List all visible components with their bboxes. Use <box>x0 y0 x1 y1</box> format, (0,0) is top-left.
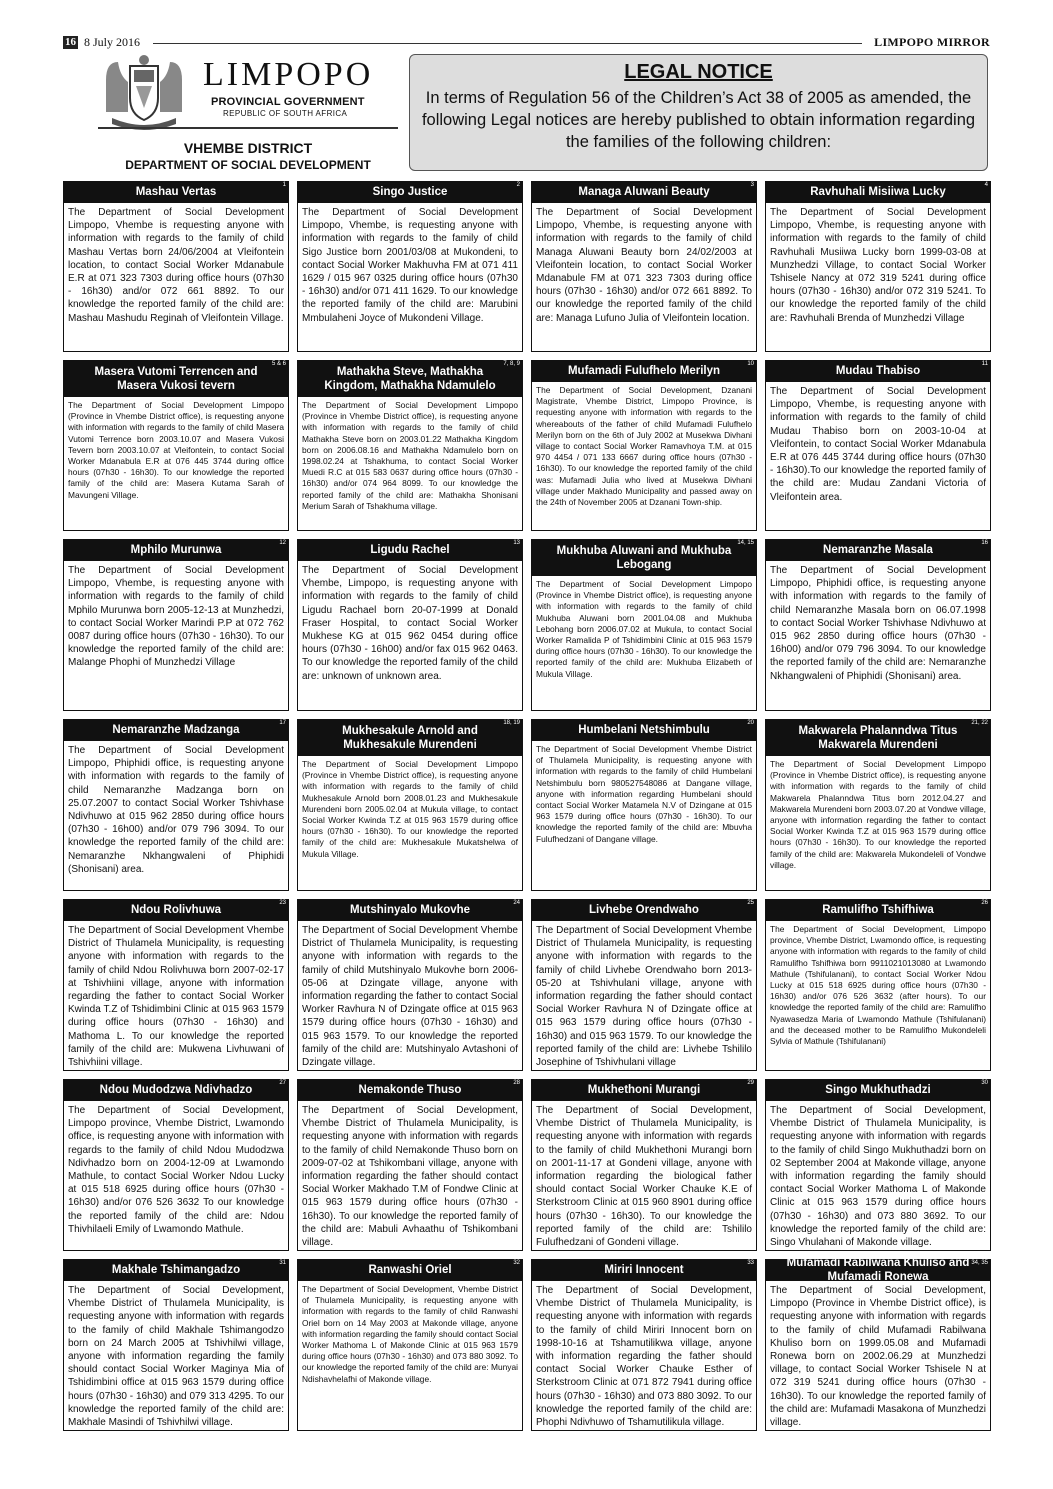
notice-body-text: The Department of Social Development Vhembe District of Thulamela Municipality, is requesting anyone with information with regards to the family of child Livhebe Orendwaho born 2013-05-20 at Tshivhulani village, anyone with information regarding the father should contact Social Worker Ravhura N of Dzingate office at 015 963 1579 during office hours (07h30 - 16h30) and 015 963 1579. To our knowledge the reported family of the child are: Livhebe Tshililo Josephine of Tshivhulani village <box>531 921 757 1071</box>
notice-number: 30 <box>981 1080 988 1086</box>
child-name-text: Mathakha Steve, Mathakha Kingdom, Mathakha Ndamulelo <box>324 365 496 392</box>
notice-entry <box>63 360 289 531</box>
notice-entry <box>765 719 991 891</box>
notice-number: 2 <box>516 182 520 188</box>
notice-body-text: The Department of Social Development Limpopo (Province in Vhembe District office), is requesting anyone with information with regards to the family of child Mukhuba Aluwani born 2001.04.08 and Mukhuba Lebohang born 2006.07.02 at Mukula, to contact Social Worker Ramalida P of Tshidimbini Clinic at 015 963 1579 during office hours (07h30 - 16h30). To our knowledge the reported family of the child are: Mukhuba Elizabeth of Mukula Village. <box>531 576 757 711</box>
notice-body-text: The Department of Social Development Limpopo (Province in Vhembe District office), is requesting anyone with information with regards to the family of child Masera Vutomi Terrence born 2003.10.07 and Masera Vukosi Tevern born 2003.10.07 at Vleifontein, to contact Social Worker Mdanabula E.R at 076 445 3744 during office hours (07h30 - 16h30). To our knowledge the reported family of the child are: Masera Kutama Sarah of Mavungeni Village. <box>63 397 289 531</box>
notice-child-name <box>531 360 757 382</box>
child-name-text: Singo Mukhuthadzi <box>825 1084 931 1096</box>
child-name-text: Mashau Vertas <box>135 186 217 198</box>
notice-child-name <box>765 1259 991 1281</box>
child-name-text: Ranwashi Oriel <box>368 1264 452 1276</box>
notice-body-text: The Department of Social Development Limpopo (Province in Vhembe District office), is requesting anyone with information with regards to the family of child Mathakha Steve born on 2003.01.22 Mathakha Kingdom born on 2006.08.16 and Mathakha Ndamulelo born on 1998.02.24 at Tshakhuma, to contact Social Worker Muedi R.C at 015 583 0637 during office hours (07h30 - 16h30) and/or 074 964 8099. To our knowledge the reported family of the child are: Mathakha Shonisani Merium Sarah of Tshakhuma village. <box>297 397 523 531</box>
notice-child-name <box>765 539 991 561</box>
child-name-text: Mufamadi Fulufhelo Merilyn <box>567 365 721 377</box>
notice-entry <box>297 1259 523 1431</box>
notice-number: 28 <box>513 1080 520 1086</box>
notice-child-name <box>531 1079 757 1101</box>
child-name-text: Ramulifho Tshifhiwa <box>822 904 934 916</box>
child-name-text: Makwarela Phalanndwa Titus Makwarela Murendeni <box>798 724 958 751</box>
notice-number: 33 <box>747 1260 754 1266</box>
notice-entry <box>63 181 289 352</box>
notice-number: 18, 19 <box>503 720 520 726</box>
notice-body-text: The Department of Social Development, Vhembe District of Thulamela Municipality, is requesting anyone with information with regards to the family of child Makhale Tshimangodzo born on 24 March 2005 at Tshivhilwi village, anyone with information regarding the family should contact Social Worker Maginya Mia of Tshidimbini office at 015 963 1579 during office hours (07h30 - 16h30) and 079 313 4295. To our knowledge the reported family of the child are: Makhale Masindi of Tshivhilwi village. <box>63 1281 289 1431</box>
notice-body-text: The Department of Social Development Limpopo, Vhembe, is requesting anyone with information with regards to the family of child Sigo Justice born 2001/03/08 at Mukondeni, to contact Social Worker Makhuvha FM at 071 411 1629 / 015 967 0325 during office hours (07h30 - 16h30) and/or 071 411 1629. To our knowledge the reported family of the child are: Marubini Mmbulaheni Joyce of Mukondeni Village. <box>297 203 523 352</box>
notice-entry <box>531 181 757 352</box>
notice-child-name <box>297 181 523 203</box>
notice-body-text: The Department of Social Development Limpopo, Vhembe, is requesting anyone with information with regards to the family of child Mudau Thabiso born on 2003-10-04 at Vleifontein, to contact Social Worker Mdanabula E.R at 076 445 3744 during office hours (07h30 - 16h30).To our knowledge the reported family of the child are: Mudau Zandani Victoria of Vleifontein area. <box>765 382 991 531</box>
notice-entry <box>297 719 523 891</box>
notice-child-name <box>297 719 523 756</box>
issue-date: 8 July 2016 <box>84 35 141 49</box>
coat-of-arms-icon <box>98 52 190 130</box>
notice-number: 17 <box>279 720 286 726</box>
child-name-text: Makhale Tshimangadzo <box>111 1264 241 1276</box>
notice-number: 10 <box>747 361 754 367</box>
notice-body-text: The Department of Social Development Vhembe District of Thulamela Municipality, is requesting anyone with information with regards to the family of child Humbelani Netshimbulu born 980527548086 at Dangane village, anyone with information regarding Humbelani should contact Social Worker Matamela N.V of Dzingane at 015 963 1579 during office hours (07h30 - 16h30). To our knowledge the reported family of the child are: Mbuvha Fulufhedzani of Dangane village. <box>531 741 757 891</box>
child-name-text: Livhebe Orendwaho <box>589 904 699 916</box>
notice-body-text: The Department of Social Development Vhembe, Limpopo, is requesting anyone with information with regards to the family of child Ligudu Rachael born 20-07-1999 at Donald Fraser Hospital, to contact Social Worker Mukhese KG at 015 962 0454 during office hours (07h30 - 16h00) and/or fax 015 962 0463. To our knowledge the reported family of the child are: unknown of unknown area. <box>297 561 523 711</box>
notice-child-name <box>765 899 991 921</box>
child-name-text: Ndou Rolivhuwa <box>130 904 222 916</box>
notice-body-text: The Department of Social Development Vhembe District of Thulamela Municipality, is requesting anyone with information with regards to the family of child Ndou Rolivhuwa born 2007-02-17 at Tshivhiini village, anyone with information regarding the father to contact Social Worker Kwinda T.Z of Tshidimbini Clinic at 015 963 1579 during office hours (07h30 - 16h30) and Mathoma L. To our knowledge the reported family of the child are: Mukwena Livhuwani of Tshivhiini village. <box>63 921 289 1071</box>
notice-body-text: The Department of Social Development Limpopo, Vhembe, is requesting anyone with information with regards to the family of child Mphilo Murunwa born 2005-12-13 at Munzhedzi, to contact Social Worker Marindi P.P at 072 762 0087 during office hours (07h30 - 16h30). To our knowledge the reported family of the child are: Malange Phophi of Munzhedzi Village <box>63 561 289 711</box>
child-name-text: Managa Aluwani Beauty <box>578 186 710 198</box>
notice-body-text: The Department of Social Development Limpopo, Phiphidi office, is requesting anyone with information with regards to the family of child Nemaranzhe Madzanga born on 25.07.2007 to contact Social Worker Tshivhase Ndivhuwo at 015 962 2850 during office hours (07h30 - 16h00) and/or 079 796 3094. To our knowledge the reported family of the child are: Nemaranzhe Nkhangwaleni of Phiphidi (Shonisani) area. <box>63 741 289 891</box>
notice-number: 34, 35 <box>971 1260 988 1266</box>
notice-body-text: The Department of Social Development Limpopo, Vhembe is requesting anyone with information with regards to the family of child Mashau Vertas born 24/06/2004 at Vleifontein location, to contact Social Worker Mdanabule E.R at 071 323 7303 during office hours (07h30 - 16h30) and/or 072 661 8892. To our knowledge the reported family of the child are: Mashau Mashudu Reginah of Vleifontein Village. <box>63 203 289 352</box>
notice-entry <box>63 899 289 1071</box>
notice-child-name <box>63 899 289 921</box>
notice-entry <box>765 1259 991 1431</box>
notice-entry <box>765 539 991 711</box>
notice-number: 11 <box>981 361 988 367</box>
notice-number: 21, 22 <box>971 720 988 726</box>
notice-child-name <box>63 719 289 741</box>
logo-divider <box>98 127 398 129</box>
notice-number: 13 <box>513 540 520 546</box>
notice-child-name <box>531 719 757 741</box>
notice-entry <box>297 181 523 352</box>
notice-number: 1 <box>282 182 286 188</box>
child-name-text: Mutshinyalo Mukovhe <box>349 904 471 916</box>
notice-number: 25 <box>747 900 754 906</box>
notice-entry <box>531 1079 757 1251</box>
notice-entry <box>297 360 523 531</box>
notice-entry <box>531 719 757 891</box>
newspaper-name: LIMPOPO MIRROR <box>874 35 990 49</box>
child-name-text: Mukhethoni Murangi <box>587 1084 701 1096</box>
notice-entry <box>531 360 757 531</box>
notice-child-name <box>63 1079 289 1101</box>
notice-child-name <box>63 539 289 561</box>
notice-number: 12 <box>279 540 286 546</box>
notice-number: 14, 15 <box>737 540 754 546</box>
child-name-text: Humbelani Netshimbulu <box>578 724 710 736</box>
child-name-text: Mufamadi Rabilwana Khuliso and Mufamadi Ronewa <box>786 1257 970 1283</box>
notice-number: 31 <box>279 1260 286 1266</box>
notice-child-name <box>297 539 523 561</box>
notice-entry <box>765 360 991 531</box>
notice-child-name <box>531 899 757 921</box>
masthead <box>63 34 990 54</box>
notice-child-name <box>297 1079 523 1101</box>
notice-child-name <box>531 1259 757 1281</box>
notice-number: 23 <box>279 900 286 906</box>
notice-entry <box>531 1259 757 1431</box>
notice-body-text: The Department of Social Development, Limpopo province, Vhembe District, Lwamondo office, is requesting anyone with information with regards to the family of child Ramulifho Tshifhiwa born 9911021013080 at Lwamondo Mathule (Tshifulanani), to contact Social Worker Ndou Lucky at 015 518 6925 during office hours (07h30 - 16h30) and/or 076 526 3632 (after hours). To our knowledge the reported family of the child are: Ramulifho Nyawasedza Maria of Lwamondo Mathule (Tshifulanani) and the deceased mother to be Ramulifho Mukondeleli Sylvia of Mathule (Tshifulanani) <box>765 921 991 1071</box>
notice-entry <box>531 899 757 1071</box>
notice-entry <box>765 899 991 1071</box>
notice-body-text: The Department of Social Development Vhembe District of Thulamela Municipality, is requesting anyone with information with regards to the family of child Mutshinyalo Mukovhe born 2006-05-06 at Dzingate village, anyone with information regarding the father to contact Social Worker Ravhura N of Dzingate office at 015 963 1579 during office hours (07h30 - 16h30) and 015 963 1579. To our knowledge the reported family of the child are: Mutshinyalo Avtashoni of Dzingate village. <box>297 921 523 1071</box>
notice-entry <box>765 181 991 352</box>
notice-body-text: The Department of Social Development, Vhembe District of Thulamela Municipality, is requesting anyone with information with regards to the family of child Singo Mukhuthadzi born on 02 September 2004 at Makonde village, anyone with information regarding the family should contact Social Worker Mathoma L of Makonde Clinic at 015 963 1579 during office hours (07h30 - 16h30) and 073 880 3692. To our knowledge the reported family of the child are: Singo Vhulahani of Makonde village. <box>765 1101 991 1251</box>
child-name-text: Mphilo Murunwa <box>130 544 222 556</box>
child-name-text: Ravhuhali Misiiwa Lucky <box>810 186 946 198</box>
notice-child-name <box>765 181 991 203</box>
notice-body-text: The Department of Social Development, Limpopo province, Vhembe District, Lwamondo office, is requesting anyone with information with regards to the family of child Ndou Mudodzwa Ndivhadzo born on 2004-12-09 at Lwamondo Mathule, to contact Social Worker Ndou Lucky at 015 518 6925 during office hours (07h30 - 16h30) and/or 076 526 3632 To our knowledge the reported family of the child are: Ndou Thivhilaeli Emily of Lwamondo Mathule. <box>63 1101 289 1251</box>
notice-child-name <box>531 539 757 576</box>
notice-body-text: The Department of Social Development, Limpopo (Province in Vhembe District office), is requesting anyone with information with regards to the family of child Mufamadi Rabilwana Khuliso born on 1999.05.08 and Mufamadi Ronewa born on 2002.06.29 at Munzhedzi village, to contact Social Worker Tshisele N at 072 319 5241 during office hours (07h30 - 16h30). To our knowledge the reported family of the child are: Mufamadi Masakona of Munzhedzi village. <box>765 1281 991 1431</box>
notice-number: 7, 8, 9 <box>503 361 520 367</box>
child-name-text: Nemakonde Thuso <box>358 1084 462 1096</box>
child-name-text: Nemaranzhe Masala <box>823 544 933 556</box>
child-name-text: Mudau Thabiso <box>835 365 921 377</box>
notice-child-name <box>531 181 757 203</box>
logo-title: LIMPOPO <box>203 56 374 93</box>
notice-child-name <box>63 181 289 203</box>
logo-subtitle: PROVINCIAL GOVERNMENT <box>211 96 365 108</box>
notice-entry <box>63 1259 289 1431</box>
notice-body-text: The Department of Social Development Limpopo (Province in Vhembe District office), is requesting anyone with information with regards to the family of child Mukhesakule Arnold born 2008.01.23 and Mukhesakule Murendeni born 2005.02.04 at Mukula village, to contact Social Worker Kwinda T.Z at 015 963 1579 during office hours (07h30 - 16h30). To our knowledge the reported family of the child are: Mukhesakule Mukatshelwa of Mukula Village. <box>297 756 523 891</box>
child-name-text: Singo Justice <box>372 186 448 198</box>
notice-entry <box>297 539 523 711</box>
page-number: 16 <box>65 36 76 48</box>
notice-number: 27 <box>279 1080 286 1086</box>
notice-number: 16 <box>981 540 988 546</box>
child-name-text: Ndou Mudodzwa Ndivhadzo <box>99 1084 253 1096</box>
notice-body-text: The Department of Social Development Limpopo (Province in Vhembe District office), is requesting anyone with information with regards to the family of child Makwarela Phalanndwa Titus born 2012.04.27 and Makwarela Murendeni born 2003.07.20 at Vondwe village, anyone with information regarding the father to contact Social Worker Kwinda T.Z at 015 963 1579 during office hours (07h30 - 16h30). To our knowledge the reported family of the child are: Makwarela Mukondeleli of Vondwe village. <box>765 756 991 891</box>
child-name-text: Miriri Innocent <box>604 1264 684 1276</box>
district-name: VHEMBE DISTRICT <box>183 140 313 156</box>
notice-child-name <box>297 1259 523 1281</box>
notice-child-name <box>63 1259 289 1281</box>
notice-child-name <box>765 1079 991 1101</box>
notice-number: 24 <box>513 900 520 906</box>
legal-notice-box <box>409 54 988 171</box>
notice-body-text: The Department of Social Development, Dzanani Magistrate, Vhembe District, Limpopo Province, is requesting anyone with information with regards to the whereabouts of the father of child Mufamadi Fulufhelo Merilyn born on the 6th of July 2002 at Musekwa Divhani village to contact Social Worker Ramavhoya T.M. at 015 970 4454 / 071 133 6667 during office hours (07h30 - 16h30). To our knowledge the reported family of the child was: Mufamadi Julia who lived at Musekwa Divhani village under Makhado Municipality and passed away on the 24th of November 2005 at Dzanani Town-ship. <box>531 382 757 531</box>
notice-entry <box>63 719 289 891</box>
notice-number: 26 <box>981 900 988 906</box>
notice-body-text: The Department of Social Development, Vhembe District of Thulamela Municipality, is requesting anyone with information with regards to the family of child Miriri Innocent born on 1998-10-16 at Tshamutilikwa village, anyone with information regarding the father should contact Social Worker Chauke Esther of Sterkstroom Clinic at 071 872 7941 during office hours (07h30 - 16h30) and 073 880 3092. To our knowledge the reported family of the child are: Phophi Ndivhuwo of Tshamutilikula village. <box>531 1281 757 1431</box>
notice-entry <box>531 539 757 711</box>
notice-body-text: The Department of Social Development, Vhembe District of Thulamela Municipality, is requesting anyone with information with regards to the family of child Nemakonde Thuso born on 2009-07-02 at Tshikombani village, anyone with information regarding the father should contact Social Worker Makhado T.M of Fondwe Clinic at 015 963 1579 during office hours (07h30 - 16h30). To our knowledge the reported family of the child are: Mabuli Avhaathu of Tshikombani village. <box>297 1101 523 1251</box>
notice-entry <box>63 1079 289 1251</box>
notice-number: 32 <box>513 1260 520 1266</box>
child-name-text: Ligudu Rachel <box>370 544 450 556</box>
legal-notice-text: In terms of Regulation 56 of the Children’s Act 38 of 2005 as amended, the following Legal notices are hereby published to obtain information regarding the families of the following children: <box>421 89 976 151</box>
notice-body-text: The Department of Social Development Limpopo, Vhembe, is requesting anyone with information with regards to the family of child Managa Aluwani Beauty born 24/02/2003 at Vleifontein location, to contact Social Worker Mdanabule FM at 071 323 7303 during office hours (07h30 - 16h30) and/or 072 661 8892. To our knowledge the reported family of the child are: Managa Lufuno Julia of Vleifontein location. <box>531 203 757 352</box>
notice-body-text: The Department of Social Development Limpopo, Vhembe, is requesting anyone with information with regards to the family of child Ravhuhali Musiiwa Lucky born 1999-03-08 at Munzhedzi Village, to contact Social Worker Tshisele Nancy at 072 319 5241 during office hours (07h30 - 16h30) and/or 072 319 5241. To our knowledge the reported family of the child are: Ravhuhali Brenda of Munzhedzi Village <box>765 203 991 352</box>
notice-body-text: The Department of Social Development, Vhembe District of Thulamela Municipality, is requesting anyone with information with regards to the family of child Ranwashi Oriel born on 14 May 2003 at Makonde village, anyone with information regarding the family should contact Social Worker Mathoma L of Makonde Clinic at 015 963 1579 during office hours (07h30 - 16h30) and 073 880 3092. To our knowledge the reported family of the child are: Munyai Ndishavhelafhi of Makonde village. <box>297 1281 523 1431</box>
child-name-text: Mukhesakule Arnold and Mukhesakule Murendeni <box>342 724 478 751</box>
logo-country: REPUBLIC OF SOUTH AFRICA <box>223 109 348 118</box>
notice-entry <box>63 539 289 711</box>
notice-entry <box>297 1079 523 1251</box>
department-name: DEPARTMENT OF SOCIAL DEVELOPMENT <box>125 158 371 172</box>
notice-body-text: The Department of Social Development Limpopo, Phiphidi office, is requesting anyone with information with regards to the family of child Nemaranzhe Masala born on 06.07.1998 to contact Social Worker Tshivhase Ndivhuwo at 015 962 2850 during office hours (07h30 - 16h00) and/or 079 796 3094. To our knowledge the reported family of the child are: Nemaranzhe Nkhangwaleni of Phiphidi (Shonisani) area. <box>765 561 991 711</box>
notice-body-text: The Department of Social Development, Vhembe District of Thulamela Municipality, is requesting anyone with information with regards to the family of child Mukhethoni Murangi born on 2001-11-17 at Gondeni village, anyone with information regarding the biological father should contact Social Worker Chauke K.E of Sterkstroom Clinic at 015 960 8901 during office hours (07h30 - 16h30). To our knowledge the reported family of the child are: Tshililo Fulufhedzani of Gondeni village. <box>531 1101 757 1251</box>
child-name-text: Nemaranzhe Madzanga <box>112 724 240 736</box>
legal-notice-title: LEGAL NOTICE <box>624 61 773 83</box>
notice-child-name <box>765 360 991 382</box>
notice-number: 3 <box>750 182 754 188</box>
department-header <box>98 52 398 177</box>
notice-child-name <box>63 360 289 397</box>
notice-entry <box>765 1079 991 1251</box>
notice-child-name <box>297 899 523 921</box>
masthead-rule <box>153 43 862 44</box>
notice-child-name <box>765 719 991 756</box>
notice-entry <box>297 899 523 1071</box>
child-name-text: Masera Vutomi Terrencen and Masera Vukosi tevern <box>94 365 258 392</box>
notice-number: 20 <box>747 720 754 726</box>
notice-number: 4 <box>984 182 988 188</box>
child-name-text: Mukhuba Aluwani and Mukhuba Lebogang <box>556 544 732 571</box>
notice-number: 29 <box>747 1080 754 1086</box>
notice-child-name <box>297 360 523 397</box>
notice-number: 5 & 6 <box>271 361 286 367</box>
